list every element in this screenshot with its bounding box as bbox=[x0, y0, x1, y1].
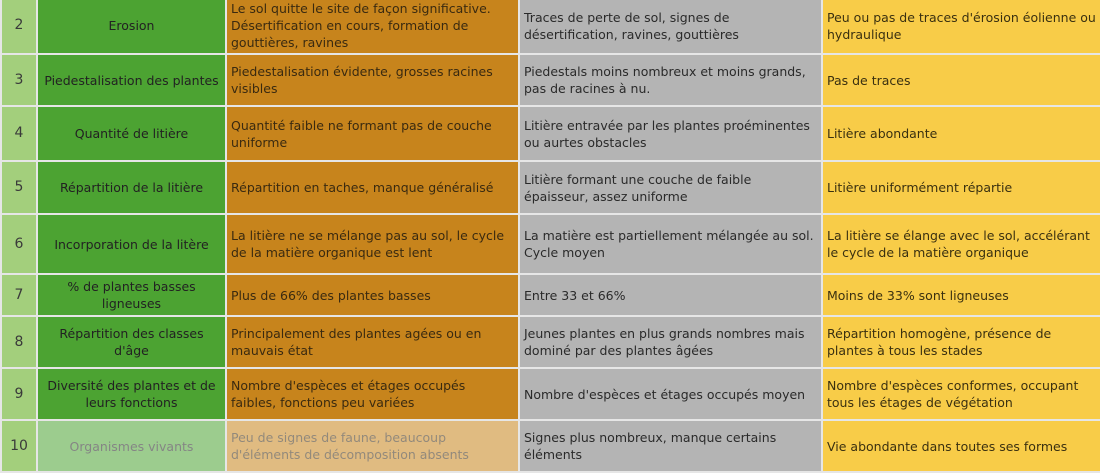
poor-state-cell: Piedestalisation évidente, grosses racines visibles bbox=[226, 54, 519, 106]
good-state-cell: Litière uniformément répartie bbox=[822, 161, 1100, 214]
good-state-cell: Vie abondante dans toutes ses formes bbox=[822, 420, 1100, 472]
criterion-cell: Quantité de litière bbox=[37, 106, 226, 161]
table-row bbox=[1, 0, 1100, 54]
table-row bbox=[1, 274, 1100, 316]
medium-state-cell: Litière formant une couche de faible épaisseur, assez uniforme bbox=[519, 161, 822, 214]
table-body bbox=[1, 0, 1100, 472]
poor-state-cell: Répartition en taches, manque généralisé bbox=[226, 161, 519, 214]
table-row bbox=[1, 54, 1100, 106]
medium-state-cell: Entre 33 et 66% bbox=[519, 274, 822, 316]
medium-state-cell: Litière entravée par les plantes proéminentes ou aurtes obstacles bbox=[519, 106, 822, 161]
criterion-cell: Erosion bbox=[37, 0, 226, 54]
row-number: 10 bbox=[1, 420, 37, 472]
row-number: 2 bbox=[1, 0, 37, 54]
criterion-cell: Piedestalisation des plantes bbox=[37, 54, 226, 106]
poor-state-cell: Quantité faible ne formant pas de couche uniforme bbox=[226, 106, 519, 161]
criterion-cell: Incorporation de la litère bbox=[37, 214, 226, 274]
poor-state-cell: Peu de signes de faune, beaucoup d'éléments de décomposition absents bbox=[226, 420, 519, 472]
poor-state-cell: Nombre d'espèces et étages occupés faibles, fonctions peu variées bbox=[226, 368, 519, 420]
criterion-cell: Répartition de la litière bbox=[37, 161, 226, 214]
criterion-cell: Répartition des classes d'âge bbox=[37, 316, 226, 368]
row-number: 5 bbox=[1, 161, 37, 214]
row-number: 7 bbox=[1, 274, 37, 316]
row-number: 4 bbox=[1, 106, 37, 161]
good-state-cell: Nombre d'espèces conformes, occupant tous les étages de végétation bbox=[822, 368, 1100, 420]
row-number: 6 bbox=[1, 214, 37, 274]
table-row bbox=[1, 161, 1100, 214]
table-row bbox=[1, 106, 1100, 161]
table-row bbox=[1, 214, 1100, 274]
poor-state-cell: Plus de 66% des plantes basses bbox=[226, 274, 519, 316]
good-state-cell: Moins de 33% sont ligneuses bbox=[822, 274, 1100, 316]
good-state-cell: Répartition homogène, présence de plantes à tous les stades bbox=[822, 316, 1100, 368]
poor-state-cell: La litière ne se mélange pas au sol, le cycle de la matière organique est lent bbox=[226, 214, 519, 274]
medium-state-cell: La matière est partiellement mélangée au sol. Cycle moyen bbox=[519, 214, 822, 274]
row-number: 9 bbox=[1, 368, 37, 420]
good-state-cell: La litière se élange avec le sol, accélérant le cycle de la matière organique bbox=[822, 214, 1100, 274]
table-row bbox=[1, 316, 1100, 368]
table-row bbox=[1, 420, 1100, 472]
criterion-cell: Diversité des plantes et de leurs fonctions bbox=[37, 368, 226, 420]
table-row bbox=[1, 368, 1100, 420]
criterion-cell: Organismes vivants bbox=[37, 420, 226, 472]
medium-state-cell: Signes plus nombreux, manque certains éléments bbox=[519, 420, 822, 472]
medium-state-cell: Traces de perte de sol, signes de désertification, ravines, gouttières bbox=[519, 0, 822, 54]
medium-state-cell: Piedestals moins nombreux et moins grands, pas de racines à nu. bbox=[519, 54, 822, 106]
poor-state-cell: Le sol quitte le site de façon significative. Désertification en cours, formation de gouttières, ravines bbox=[226, 0, 519, 54]
row-number: 3 bbox=[1, 54, 37, 106]
medium-state-cell: Nombre d'espèces et étages occupés moyen bbox=[519, 368, 822, 420]
good-state-cell: Peu ou pas de traces d'érosion éolienne ou hydraulique bbox=[822, 0, 1100, 54]
good-state-cell: Litière abondante bbox=[822, 106, 1100, 161]
good-state-cell: Pas de traces bbox=[822, 54, 1100, 106]
criterion-cell: % de plantes basses ligneuses bbox=[37, 274, 226, 316]
medium-state-cell: Jeunes plantes en plus grands nombres mais dominé par des plantes âgées bbox=[519, 316, 822, 368]
poor-state-cell: Principalement des plantes agées ou en mauvais état bbox=[226, 316, 519, 368]
row-number: 8 bbox=[1, 316, 37, 368]
